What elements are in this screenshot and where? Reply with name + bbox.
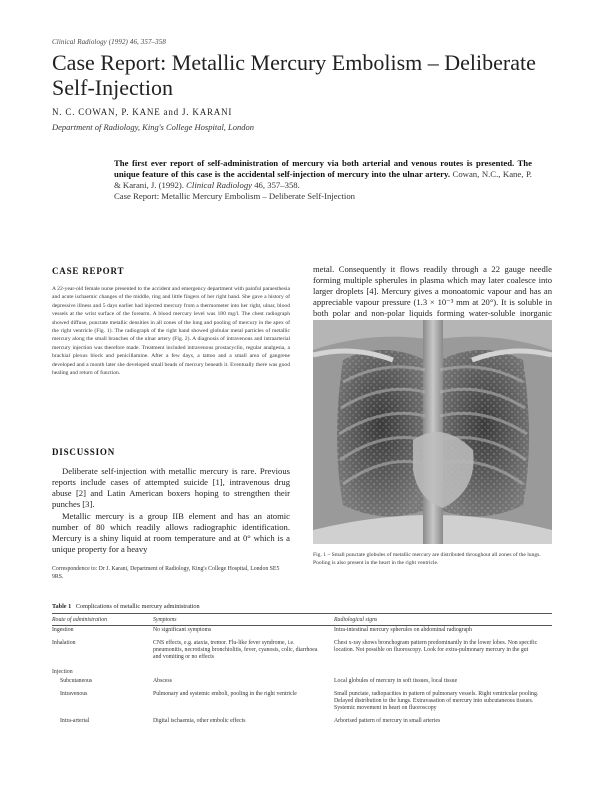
table-label: Table 1 (52, 603, 72, 610)
complications-table (52, 613, 552, 730)
cell-signs: Small punctate, radiopacities in pattern of pulmonary vessels. Right ventricular pooling. Delayed distribution to the lungs. Extravasation of mercury into subcutaneous tissues. Systemic movement in heart on fluoroscopy (334, 691, 539, 711)
correspondence-footnote: Correspondence to: Dr J. Karani, Department of Radiology, King's College Hospital, London SE5 9RS. (52, 566, 280, 580)
cell-signs: Intra-intestinal mercury spherules on abdominal radiograph (334, 627, 472, 633)
cell-route: Subcutaneous (60, 678, 93, 684)
header-signs: Radiological signs (334, 617, 378, 623)
cell-route: Intravenous (60, 691, 88, 697)
cell-route: Inhalation (52, 640, 76, 646)
discussion-heading: DISCUSSION (52, 447, 116, 457)
cell-symptoms: No significant symptoms (153, 627, 212, 633)
cell-route: Intra-arterial (60, 718, 90, 724)
article-title: Case Report: Metallic Mercury Embolism – Deliberate Self-Injection (52, 50, 536, 100)
citation-journal: Clinical Radiology (186, 180, 253, 190)
table-row (52, 690, 552, 717)
table-row (52, 677, 552, 690)
table-title (52, 603, 200, 610)
table-caption: Complications of metallic mercury administration (75, 603, 200, 610)
header-symptoms: Symptoms (153, 617, 177, 623)
citation-volume: 46, 357–358. (252, 180, 300, 190)
cell-symptoms: CNS effects, e.g. ataxia, tremor. Flu-like fever syndrome, i.e. pneumonitis, necrotising bronchiolitis, fever, cyanosis, colic, diarrhoea and vomiting or no effects (153, 640, 318, 660)
abstract (114, 158, 532, 202)
citation-authors: Cowan, N.C., Kane, P. & Karani, J. (1992). (114, 169, 532, 190)
cell-symptoms (153, 666, 334, 677)
chest-radiograph (313, 320, 552, 544)
chest-radiograph-illustration (313, 320, 552, 544)
table-header-row (52, 614, 552, 626)
table-body (52, 626, 552, 731)
table-row (52, 666, 552, 677)
discussion-paragraph-2: Metallic mercury is a group IIB element and has an atomic number of 80 which readily allows radiographic identification. Mercury is a shiny liquid at room temperature and at 0° which is a unique property for a heavy (52, 511, 290, 554)
affiliation: Department of Radiology, King's College Hospital, London (52, 122, 255, 132)
chemistry-paragraph: metal. Consequently it flows readily through a 22 gauge needle forming multiple spherules in plasma which may later coalesce into larger droplets [4]. Mercury gives a monoatomic vapour and has an appreciable vapour pressure (1.3 × 10⁻³ mm at 20°). It is soluble in both polar and non-polar liquids forming water-soluble inorganic (313, 264, 552, 318)
case-report-text: A 22-year-old female nurse presented to the accident and emergency department with painful paraesthesia and acute ischaemic changes of the middle, ring and little fingers of her right hand. She gave a history of depressive illness and 5 days earlier had injected mercury from a thermometer into her right, ulnar, blood vessels at the wrist surface of the forearm. A blood mercury level was 180 mg/l. The chest radiograph showed diffuse, punctate metallic densities in all zones of the lung and pooling of mercury in the apex of the right ventricle (Fig. 1). The radiograph of the right hand showed globular metal particles of metallic mercury along the small branches of the ulnar artery (Fig. 2). A diagnosis of intravenous and intraarterial mercury injection was therefore made. Treatment included intravenous prostacyclin, regular analgesia, a brachial plexus block and penicillamine. After a few days, a tattoo and a small area of gangrene developed and a month later she developed small beads of mercury beneath it. Eventually there was good healing and return of function. (52, 286, 290, 377)
figure-caption: Fig. 1 – Small punctate globules of metallic mercury are distributed throughout all zones of the lungs. Pooling is also present in the heart in the right ventricle. (313, 552, 541, 566)
table-row (52, 717, 552, 730)
cell-symptoms: Digital ischaemia, other embolic effects (153, 718, 246, 724)
cell-signs (334, 666, 552, 677)
cell-symptoms: Pulmonary and systemic emboli, pooling in the right ventricle (153, 691, 297, 697)
cell-signs: Arborised pattern of mercury in small arteries (334, 718, 441, 724)
authors: N. C. COWAN, P. KANE and J. KARANI (52, 107, 233, 117)
table-row (52, 626, 552, 640)
abstract-heading: Case Report: Metallic Mercury Embolism – Deliberate Self-Injection (114, 191, 356, 201)
abstract-summary: The first ever report of self-administration of mercury via both arterial and venous routes is presented. The unique feature of this case is the accidental self-injection of mercury into the ulnar artery. (114, 158, 532, 179)
journal-citation: Clinical Radiology (1992) 46, 357–358 (52, 38, 166, 46)
table-row (52, 639, 552, 666)
header-route: Route of administration (52, 617, 108, 623)
case-report-heading: CASE REPORT (52, 266, 125, 276)
cell-signs: Chest x-ray shows bronchogram pattern predominantly in the lower lobes. Non specific location. Not possible on fluoroscopy. Look for extra-pulmonary mercury in the gut (334, 640, 538, 653)
cell-symptoms: Abscess (153, 678, 172, 684)
cell-route: Injection (52, 669, 73, 675)
discussion-paragraph-1: Deliberate self-injection with metallic mercury is rare. Previous reports include cases of attempted suicide [1], intravenous drug abuse [2] and Latin American boxers hoping to strengthen their punches [3]. (52, 466, 290, 509)
cell-signs: Local globules of mercury in soft tissues, local tissue (334, 678, 458, 684)
cell-route: Ingestion (52, 627, 74, 633)
